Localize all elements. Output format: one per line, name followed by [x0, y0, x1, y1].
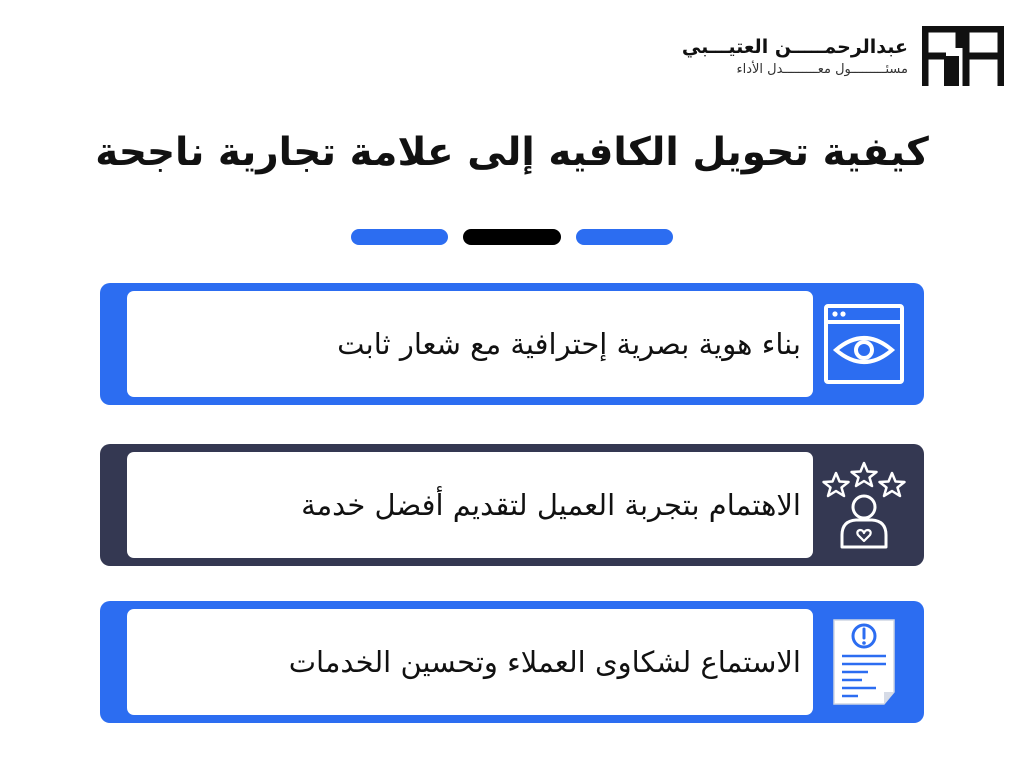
divider-bar-center [463, 229, 561, 245]
brand-logo-icon [922, 26, 1004, 88]
divider-bar-left [351, 229, 448, 245]
item-card-text: الاستماع لشكاوى العملاء وتحسين الخدمات [288, 645, 801, 679]
divider-bar-right [576, 229, 673, 245]
customer-rating-icon [818, 459, 910, 551]
brand-name: عبدالرحمـــــن العتيـــبي [681, 36, 908, 58]
brand-role: مسئـــــــــول معـــــــــدل الأداء [736, 62, 908, 77]
item-card-text: بناء هوية بصرية إحترافية مع شعار ثابت [337, 327, 801, 361]
brand-header [682, 26, 1004, 88]
brand-text [682, 35, 908, 79]
item-card-customer-experience [100, 444, 924, 566]
item-card-body [127, 609, 813, 715]
item-card-visual-identity [100, 283, 924, 405]
complaint-document-icon [818, 616, 910, 708]
page-title: كيفية تحويل الكافيه إلى علامة تجارية ناجحة [95, 130, 929, 175]
eye-window-icon [818, 298, 910, 390]
item-card-customer-complaints [100, 601, 924, 723]
item-card-body [127, 291, 813, 397]
item-card-text: الاهتمام بتجربة العميل لتقديم أفضل خدمة [301, 488, 801, 522]
item-card-body [127, 452, 813, 558]
